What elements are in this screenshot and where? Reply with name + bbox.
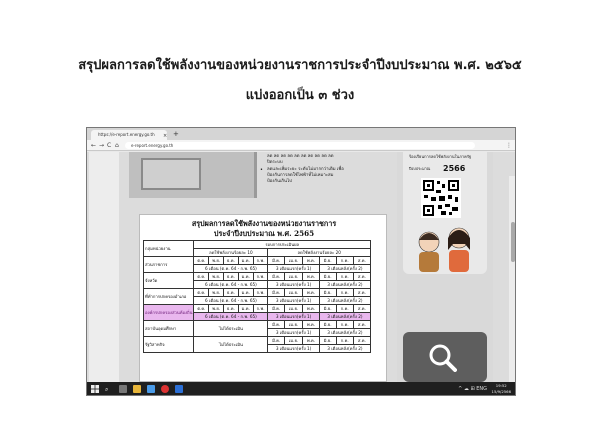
report-table-image — [139, 214, 387, 382]
month-cell: พ.ย. — [209, 305, 224, 313]
table-row — [144, 321, 371, 329]
table-row — [144, 337, 371, 345]
word-app-icon[interactable] — [175, 385, 183, 393]
month-cell: พ.ค. — [303, 305, 320, 313]
month-cell: เม.ย. — [285, 305, 303, 313]
year-value: 2566 — [443, 164, 466, 173]
period-cell: 6 เดือน (ต.ค. 64 - ก.พ. 65) — [194, 281, 268, 289]
month-cell: เม.ย. — [285, 257, 303, 265]
reload-icon[interactable]: C — [107, 142, 112, 149]
period-cell: 3 เดือนแรก(ครั้ง 1) — [268, 329, 319, 337]
month-cell: พ.ย. — [209, 273, 224, 281]
hero-text: ลด ลด ลด ลด ลด ลด ลด ลด ลด ลด ปิดระบบ ลดและเพิ่มระยะ ระดับไม่มากกว่าเดิม เพื่อ ป้องกันการลดใช้ไฟฟ้าที่ไม่เหมาะสม ป้องกันเกินไป — [267, 154, 344, 185]
mascot-cartoon-icon — [407, 224, 483, 272]
header-target20: ลดใช้พลังงานร้อยละ 20 — [268, 249, 371, 257]
month-cell: ธ.ค. — [223, 257, 238, 265]
tab-bar — [87, 128, 516, 140]
agency-name: ส่วนราชการ — [144, 257, 194, 273]
period-cell: 6 เดือน (ต.ค. 64 - ก.พ. 65) — [194, 265, 268, 273]
scrollbar[interactable] — [509, 176, 516, 396]
period-cell: 3 เดือนแรก(ครั้ง 1) — [268, 345, 319, 353]
search-icon — [427, 342, 457, 372]
header-target10: ลดใช้พลังงานร้อยละ 10 — [194, 249, 268, 257]
period-cell: 6 เดือน (ต.ค. 64 - ก.พ. 65) — [194, 297, 268, 305]
month-cell: ส.ค. — [353, 289, 370, 297]
month-cell: ส.ค. — [353, 337, 370, 345]
report-subheading: ประจำปีงบประมาณ พ.ศ. 2565 — [213, 229, 315, 238]
month-cell: ต.ค. — [194, 257, 209, 265]
task-view-icon[interactable] — [119, 385, 127, 393]
period-cell: 3 เดือนหลัง(ครั้ง 2) — [319, 329, 370, 337]
table-row — [144, 273, 371, 281]
month-cell: ก.ค. — [336, 305, 353, 313]
scroll-thumb[interactable] — [511, 222, 515, 262]
month-cell: มิ.ย. — [319, 337, 336, 345]
month-cell: มี.ค. — [268, 257, 285, 265]
month-cell: พ.ค. — [303, 337, 320, 345]
address-bar — [87, 140, 516, 151]
month-cell: ก.พ. — [253, 257, 268, 265]
new-tab-icon[interactable]: + — [173, 130, 179, 138]
agency-name: ที่ทำการปกครองอำเภอ — [144, 289, 194, 305]
month-cell: พ.ค. — [303, 289, 320, 297]
month-cell: มิ.ย. — [319, 273, 336, 281]
system-tray[interactable]: ^ ☁ ⊞ ENG — [458, 386, 487, 392]
month-cell: ก.ค. — [336, 321, 353, 329]
document-subtitle: แบ่งออกเป็น ๓ ช่วง — [245, 88, 355, 103]
month-cell: ส.ค. — [353, 273, 370, 281]
period-cell: 3 เดือนหลัง(ครั้ง 2) — [319, 313, 370, 321]
month-cell: มี.ค. — [268, 273, 285, 281]
year-label: ปีงบประมาณ — [409, 166, 431, 171]
month-cell: พ.ย. — [209, 289, 224, 297]
period-cell: 6 เดือน (ต.ค. 64 - ก.พ. 65) — [194, 313, 268, 321]
month-cell: มี.ค. — [268, 321, 285, 329]
month-cell: ต.ค. — [194, 305, 209, 313]
month-cell: มิ.ย. — [319, 305, 336, 313]
forward-icon[interactable]: → — [99, 142, 105, 149]
month-cell: มิ.ย. — [319, 321, 336, 329]
month-cell: พ.ค. — [303, 273, 320, 281]
bullet-icon: • — [260, 167, 263, 173]
month-cell: ก.พ. — [253, 273, 268, 281]
agency-name: สถาบันอุดมศึกษา — [144, 321, 194, 337]
browser-tab[interactable] — [91, 130, 167, 140]
agency-name: รัฐวิสาหกิจ — [144, 337, 194, 353]
hero-image — [129, 152, 257, 198]
agency-name: จังหวัด — [144, 273, 194, 289]
period-cell: 3 เดือนแรก(ครั้ง 1) — [268, 281, 319, 289]
search-card[interactable] — [403, 332, 487, 382]
month-cell: ส.ค. — [353, 321, 370, 329]
month-cell: ก.พ. — [253, 305, 268, 313]
period-cell: 3 เดือนแรก(ครั้ง 1) — [268, 265, 319, 273]
month-cell: มิ.ย. — [319, 289, 336, 297]
table-row — [144, 241, 371, 249]
period-cell: 3 เดือนหลัง(ครั้ง 2) — [319, 345, 370, 353]
windows-start-icon[interactable] — [91, 385, 99, 393]
table-row — [144, 257, 371, 265]
month-cell: พ.ย. — [209, 257, 224, 265]
document-title: สรุปผลการลดใช้พลังงานของหน่วยงานราชการประจำปีงบประมาณ พ.ศ. ๒๕๖๕ — [78, 58, 522, 73]
agency-name: องค์กรปกครองส่วนท้องถิ่น — [144, 305, 194, 321]
month-cell: ก.ค. — [336, 257, 353, 265]
month-cell: มิ.ย. — [319, 257, 336, 265]
month-cell: ม.ค. — [238, 305, 253, 313]
month-cell: ต.ค. — [194, 273, 209, 281]
taskbar — [87, 382, 516, 396]
browser-screenshot — [86, 127, 516, 396]
month-cell: ส.ค. — [353, 257, 370, 265]
period-cell: 3 เดือนหลัง(ครั้ง 2) — [319, 265, 370, 273]
month-cell: ธ.ค. — [223, 289, 238, 297]
month-cell: ต.ค. — [194, 289, 209, 297]
month-cell: เม.ย. — [285, 273, 303, 281]
browser-menu-icon[interactable]: ⋮ — [506, 142, 512, 149]
header-agency: กลุ่มหน่วยงาน — [144, 241, 194, 257]
not-assessed-cell: ไม่ได้ประเมิน — [194, 321, 268, 337]
month-cell: ก.ค. — [336, 289, 353, 297]
month-cell: พ.ค. — [303, 321, 320, 329]
month-cell: ม.ค. — [238, 257, 253, 265]
month-cell: ธ.ค. — [223, 273, 238, 281]
month-cell: ก.พ. — [253, 289, 268, 297]
month-cell: ก.ค. — [336, 337, 353, 345]
report-heading: สรุปผลการลดใช้พลังงานของหน่วยงานราชการ — [191, 219, 337, 228]
edge-browser-icon[interactable] — [147, 385, 155, 393]
month-cell: ก.ค. — [336, 273, 353, 281]
period-cell: 3 เดือนแรก(ครั้ง 1) — [268, 313, 319, 321]
not-assessed-cell: ไม่ได้ประเมิน — [194, 337, 268, 353]
complaint-text: ร้องเรียนการลดใช้พลังงานในภาครัฐ — [409, 154, 472, 159]
file-explorer-icon[interactable] — [133, 385, 141, 393]
month-cell: ม.ค. — [238, 273, 253, 281]
close-icon[interactable]: × — [163, 133, 167, 139]
left-margin — [89, 152, 119, 382]
home-icon[interactable]: ⌂ — [115, 142, 119, 149]
table-row — [144, 305, 371, 313]
taskbar-search-icon[interactable]: ⌕ — [105, 386, 109, 393]
clock[interactable]: 19:52 15/9/2566 — [491, 383, 511, 394]
header-result: รอบการประเมินผล — [194, 241, 371, 249]
month-cell: เม.ย. — [285, 337, 303, 345]
table-row — [144, 289, 371, 297]
back-icon[interactable]: ← — [91, 142, 97, 149]
month-cell: เม.ย. — [285, 289, 303, 297]
month-cell: ม.ค. — [238, 289, 253, 297]
results-table — [143, 240, 371, 353]
month-cell: มี.ค. — [268, 337, 285, 345]
right-sidebar — [397, 152, 493, 382]
month-cell: พ.ค. — [303, 257, 320, 265]
web-page — [87, 152, 516, 382]
month-cell: ส.ค. — [353, 305, 370, 313]
tab-title: https://e-report.energy.go.th — [98, 132, 155, 137]
complaint-card[interactable] — [403, 152, 487, 274]
period-cell: 3 เดือนหลัง(ครั้ง 2) — [319, 281, 370, 289]
chrome-browser-icon[interactable] — [161, 385, 169, 393]
month-cell: มี.ค. — [268, 289, 285, 297]
month-cell: ธ.ค. — [223, 305, 238, 313]
period-cell: 3 เดือนแรก(ครั้ง 1) — [268, 297, 319, 305]
url-input[interactable]: e-report.energy.go.th — [125, 142, 475, 149]
qr-code-icon[interactable] — [421, 178, 461, 218]
month-cell: มี.ค. — [268, 305, 285, 313]
period-cell: 3 เดือนหลัง(ครั้ง 2) — [319, 297, 370, 305]
month-cell: เม.ย. — [285, 321, 303, 329]
